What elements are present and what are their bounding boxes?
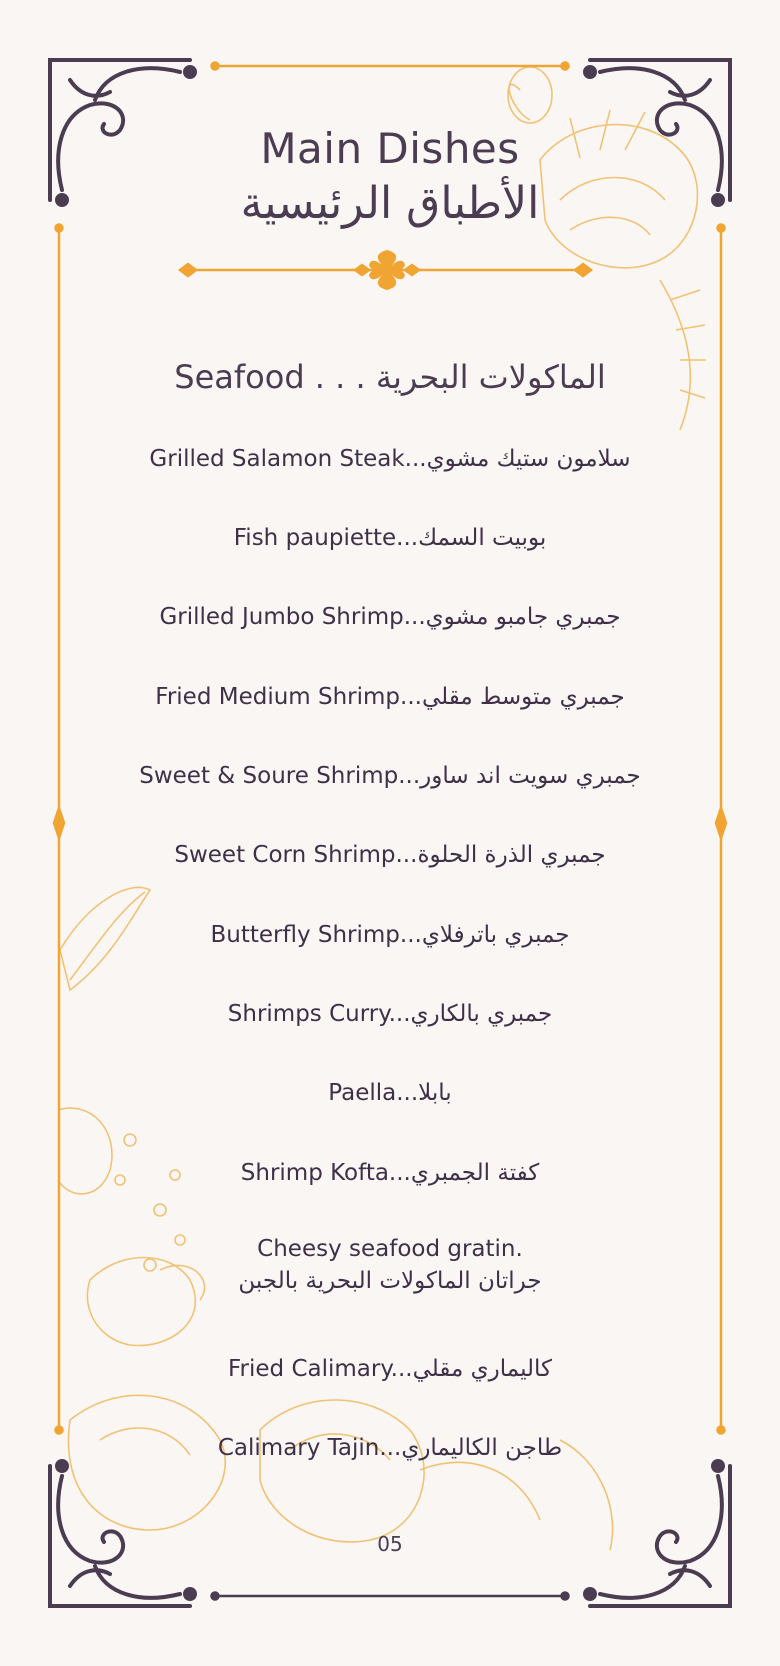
menu-item: Fried Calimary...كاليماري مقلي [228,1356,552,1382]
menu-item: Calimary Tajin...طاجن الكاليماري [217,1435,563,1461]
menu-item-name-english: Cheesy seafood gratin. [257,1236,523,1262]
menu-item: Fish paupiette...بوبيت السمك [233,525,547,551]
menu-item: Sweet & Soure Shrimp...جمبري سويت اند ساور [139,763,641,789]
menu-item: Grilled Salamon Steak...سلامون ستيك مشوي [149,446,631,472]
menu-item: Sweet Corn Shrimp...جمبري الذرة الحلوة [174,842,606,868]
menu-item: Paella...بابلا [328,1080,452,1106]
page-title-arabic: الأطباق الرئيسية [240,178,540,229]
menu-item: Shrimp Kofta...كفتة الجمبري [240,1160,540,1186]
menu-item: Fried Medium Shrimp...جمبري متوسط مقلي [155,684,625,710]
menu-item: Butterfly Shrimp...جمبري باترفلاي [210,922,570,948]
menu-content [70,0,710,1666]
page-title-english: Main Dishes [260,124,520,173]
section-heading-seafood: Seafood . . . الماكولات البحرية [174,358,606,396]
menu-item-name-arabic: جراتان الماكولات البحرية بالجبن [238,1268,542,1294]
menu-item: Shrimps Curry...جمبري بالكاري [227,1001,553,1027]
menu-item: Grilled Jumbo Shrimp...جمبري جامبو مشوي [159,604,621,630]
page-number: 05 [377,1532,403,1556]
